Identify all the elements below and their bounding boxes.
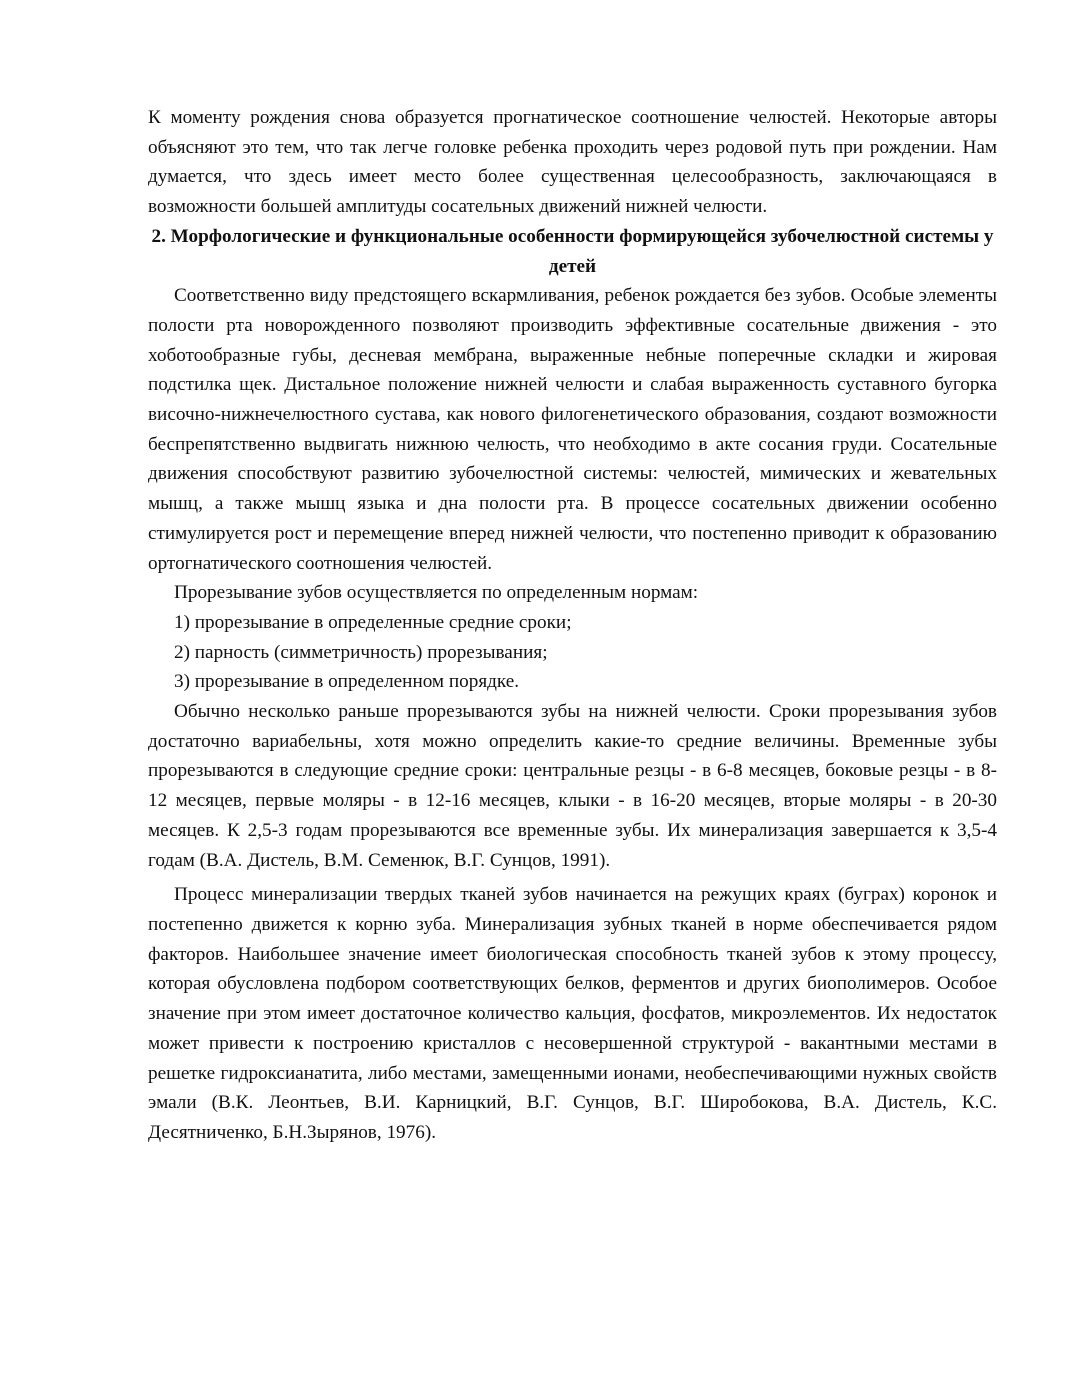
paragraph-mineralization: Процесс минерализации твердых тканей зубов начинается на режущих краях (буграх) коронок и постепенно движется к корню зуба. Минерализация зубных тканей в норме обеспечивается рядом факторов. Наибольшее значение имеет биологическая способность тканей зубов к этому процессу, которая обусловлена подбором соответствующих белков, ферментов и других биополимеров. Особое значение при этом имеет достаточное количество кальция, фосфатов, микроэлементов. Их недостаток может привести к построению кристаллов с несовершенной структурой - вакантными местами в решетке гидроксианатита, либо местами, замещенными ионами, необеспечивающими нужных свойств эмали (В.К. Леонтьев, В.И. Карницкий, В.Г. Сунцов, В.Г. Широбокова, В.А. Дистель, К.С. Десятниченко, Б.Н.Зырянов, 1976). (148, 884, 997, 1143)
list-item: 3) прорезывание в определенном порядке. (174, 671, 520, 693)
paragraph-feeding: Соответственно виду предстоящего вскармливания, ребенок рождается без зубов. Особые элементы полости рта новорожденного позволяют производить эффективные сосательные движения - это хоботообразные губы, десневая мембрана, выраженные небные поперечные складки и жировая подстилка щек. Дистальное положение нижней челюсти и слабая выраженность суставного бугорка височно-нижнечелюстного сустава, как нового филогенетического образования, создают возможности беспрепятственно выдвигать нижнюю челюсть, что необходимо в акте сосания груди. Сосательные движения способствуют развитию зубочелюстной системы: челюстей, мимических и жевательных мышц, а также мышц языка и дна полости рта. В процессе сосательных движении особенно стимулируется рост и перемещение вперед нижней челюсти, что постепенно приводит к образованию ортогнатического соотношения челюстей. (148, 285, 997, 574)
list-item: 1) прорезывание в определенные средние сроки; (174, 611, 572, 633)
section-heading: 2. Морфологические и функциональные особенности формирующейся зубочелюстной системы у детей (151, 225, 994, 277)
list-item: 2) парность (симметричность) прорезывания; (174, 641, 548, 663)
document-page (148, 103, 997, 1148)
list-intro: Прорезывание зубов осуществляется по определенным нормам: (174, 582, 699, 604)
paragraph-eruption-timing: Обычно несколько раньше прорезываются зубы на нижней челюсти. Сроки прорезывания зубов достаточно вариабельны, хотя можно определить какие-то средние величины. Временные зубы прорезываются в следующие средние сроки: центральные резцы - в 6-8 месяцев, боковые резцы - в 8-12 месяцев, первые моляры - в 12-16 месяцев, клыки - в 16-20 месяцев, вторые моляры - в 20-30 месяцев. К 2,5-3 годам прорезываются все временные зубы. Их минерализация завершается к 3,5-4 годам (В.А. Дистель, В.М. Семенюк, В.Г. Сунцов, 1991). (148, 701, 997, 871)
paragraph-intro: К моменту рождения снова образуется прогнатическое соотношение челюстей. Некоторые авторы объясняют это тем, что так легче головке ребенка проходить через родовой путь при рождении. Нам думается, что здесь имеет место более существенная целесообразность, заключающаяся в возможности большей амплитуды сосательных движений нижней челюсти. (148, 107, 997, 218)
